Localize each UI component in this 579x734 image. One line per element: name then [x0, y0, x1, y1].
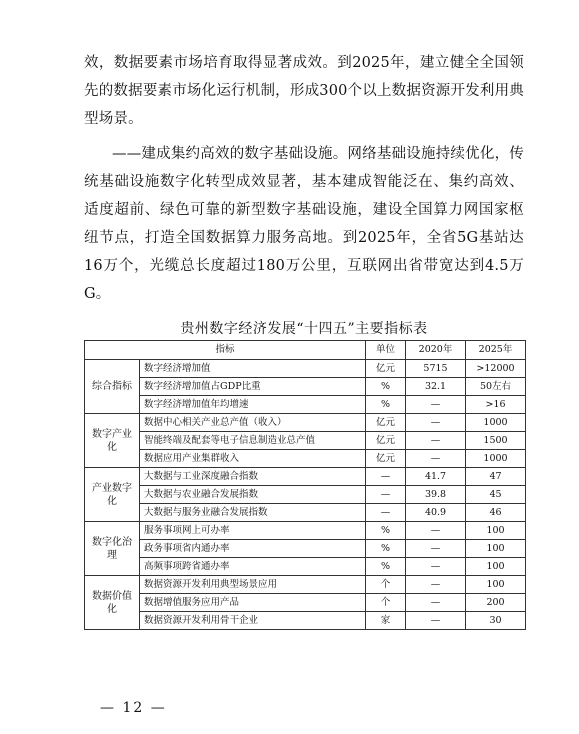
value-2020: — [406, 414, 466, 432]
value-2025: 100 [466, 540, 526, 558]
table-header-row [85, 341, 526, 360]
category-cell: 数字产业化 [85, 414, 140, 468]
unit-cell: 个 [366, 576, 406, 594]
unit-cell: % [366, 540, 406, 558]
header-2025: 2025年 [466, 341, 526, 360]
body-paragraph-2: ——建成集约高效的数字基础设施。网络基础设施持续优化，传统基础设施数字化转型成效显著，基本建成智能泛在、集约高效、适度超前、绿色可靠的新型数字基础设施，建设全国算力网国家枢纽节点，打造全国数据算力服务高地。到2025年，全省5G基站达16万个，光缆总长度超过180万公里，互联网出省带宽达到4.5万G。 [84, 146, 524, 302]
indicator-name: 数据增值服务应用产品 [140, 594, 366, 612]
value-2020: 5715 [406, 360, 466, 378]
indicator-name: 数据应用产业集群收入 [140, 450, 366, 468]
body-paragraph-1: 效，数据要素市场培育取得显著成效。到2025年，建立健全全国领先的数据要素市场化运行机制，形成300个以上数据资源开发利用典型场景。 [84, 55, 524, 127]
unit-cell: % [366, 558, 406, 576]
table-row [85, 504, 526, 522]
header-indicator: 指标 [85, 341, 366, 360]
indicator-name: 高频事项跨省通办率 [140, 558, 366, 576]
indicator-name: 数据资源开发利用典型场景应用 [140, 576, 366, 594]
indicator-name: 数据资源开发利用骨干企业 [140, 612, 366, 630]
header-2020: 2020年 [406, 341, 466, 360]
value-2020: — [406, 594, 466, 612]
indicator-name: 数字经济增加值年均增速 [140, 396, 366, 414]
indicator-name: 政务事项省内通办率 [140, 540, 366, 558]
unit-cell: — [366, 486, 406, 504]
table-row [85, 576, 526, 594]
value-2020: — [406, 612, 466, 630]
unit-cell: 亿元 [366, 360, 406, 378]
value-2025: >12000 [466, 360, 526, 378]
unit-cell: 亿元 [366, 432, 406, 450]
table-row [85, 450, 526, 468]
indicator-name: 大数据与服务业融合发展指数 [140, 504, 366, 522]
indicator-table [84, 340, 526, 630]
category-cell: 综合指标 [85, 360, 140, 414]
indicator-name: 大数据与工业深度融合指数 [140, 468, 366, 486]
table-row [85, 414, 526, 432]
table-row [85, 522, 526, 540]
value-2020: — [406, 432, 466, 450]
unit-cell: % [366, 522, 406, 540]
value-2025: 30 [466, 612, 526, 630]
value-2020: — [406, 396, 466, 414]
value-2025: 100 [466, 522, 526, 540]
indicator-name: 服务事项网上可办率 [140, 522, 366, 540]
value-2020: — [406, 540, 466, 558]
table-row [85, 360, 526, 378]
value-2025: 200 [466, 594, 526, 612]
indicator-name: 数字经济增加值 [140, 360, 366, 378]
table-title: 贵州数字经济发展“十四五”主要指标表 [180, 321, 428, 337]
table-row [85, 432, 526, 450]
indicator-name: 智能终端及配套等电子信息制造业总产值 [140, 432, 366, 450]
category-cell: 产业数字化 [85, 468, 140, 522]
value-2025: 45 [466, 486, 526, 504]
category-cell: 数字化治理 [85, 522, 140, 576]
value-2025: >16 [466, 396, 526, 414]
value-2020: 40.9 [406, 504, 466, 522]
value-2020: 41.7 [406, 468, 466, 486]
indicator-name: 大数据与农业融合发展指数 [140, 486, 366, 504]
table-row [85, 468, 526, 486]
unit-cell: 亿元 [366, 450, 406, 468]
table-row [85, 540, 526, 558]
unit-cell: — [366, 468, 406, 486]
value-2025: 100 [466, 558, 526, 576]
table-row [85, 486, 526, 504]
unit-cell: — [366, 504, 406, 522]
table-row [85, 378, 526, 396]
value-2020: 32.1 [406, 378, 466, 396]
value-2020: — [406, 558, 466, 576]
table-row [85, 612, 526, 630]
value-2020: — [406, 522, 466, 540]
unit-cell: 家 [366, 612, 406, 630]
unit-cell: 个 [366, 594, 406, 612]
indicator-name: 数字经济增加值占GDP比重 [140, 378, 366, 396]
value-2020: — [406, 576, 466, 594]
value-2025: 47 [466, 468, 526, 486]
value-2025: 100 [466, 576, 526, 594]
category-cell: 数据价值化 [85, 576, 140, 630]
table-row [85, 558, 526, 576]
value-2025: 1500 [466, 432, 526, 450]
value-2025: 1000 [466, 450, 526, 468]
value-2025: 1000 [466, 414, 526, 432]
unit-cell: 亿元 [366, 414, 406, 432]
indicator-name: 数据中心相关产业总产值（收入） [140, 414, 366, 432]
value-2025: 50左右 [466, 378, 526, 396]
table-row [85, 396, 526, 414]
page-number: — 12 — [100, 700, 167, 716]
value-2020: 39.8 [406, 486, 466, 504]
unit-cell: % [366, 396, 406, 414]
table-row [85, 594, 526, 612]
value-2025: 46 [466, 504, 526, 522]
unit-cell: % [366, 378, 406, 396]
value-2020: — [406, 450, 466, 468]
header-unit: 单位 [366, 341, 406, 360]
